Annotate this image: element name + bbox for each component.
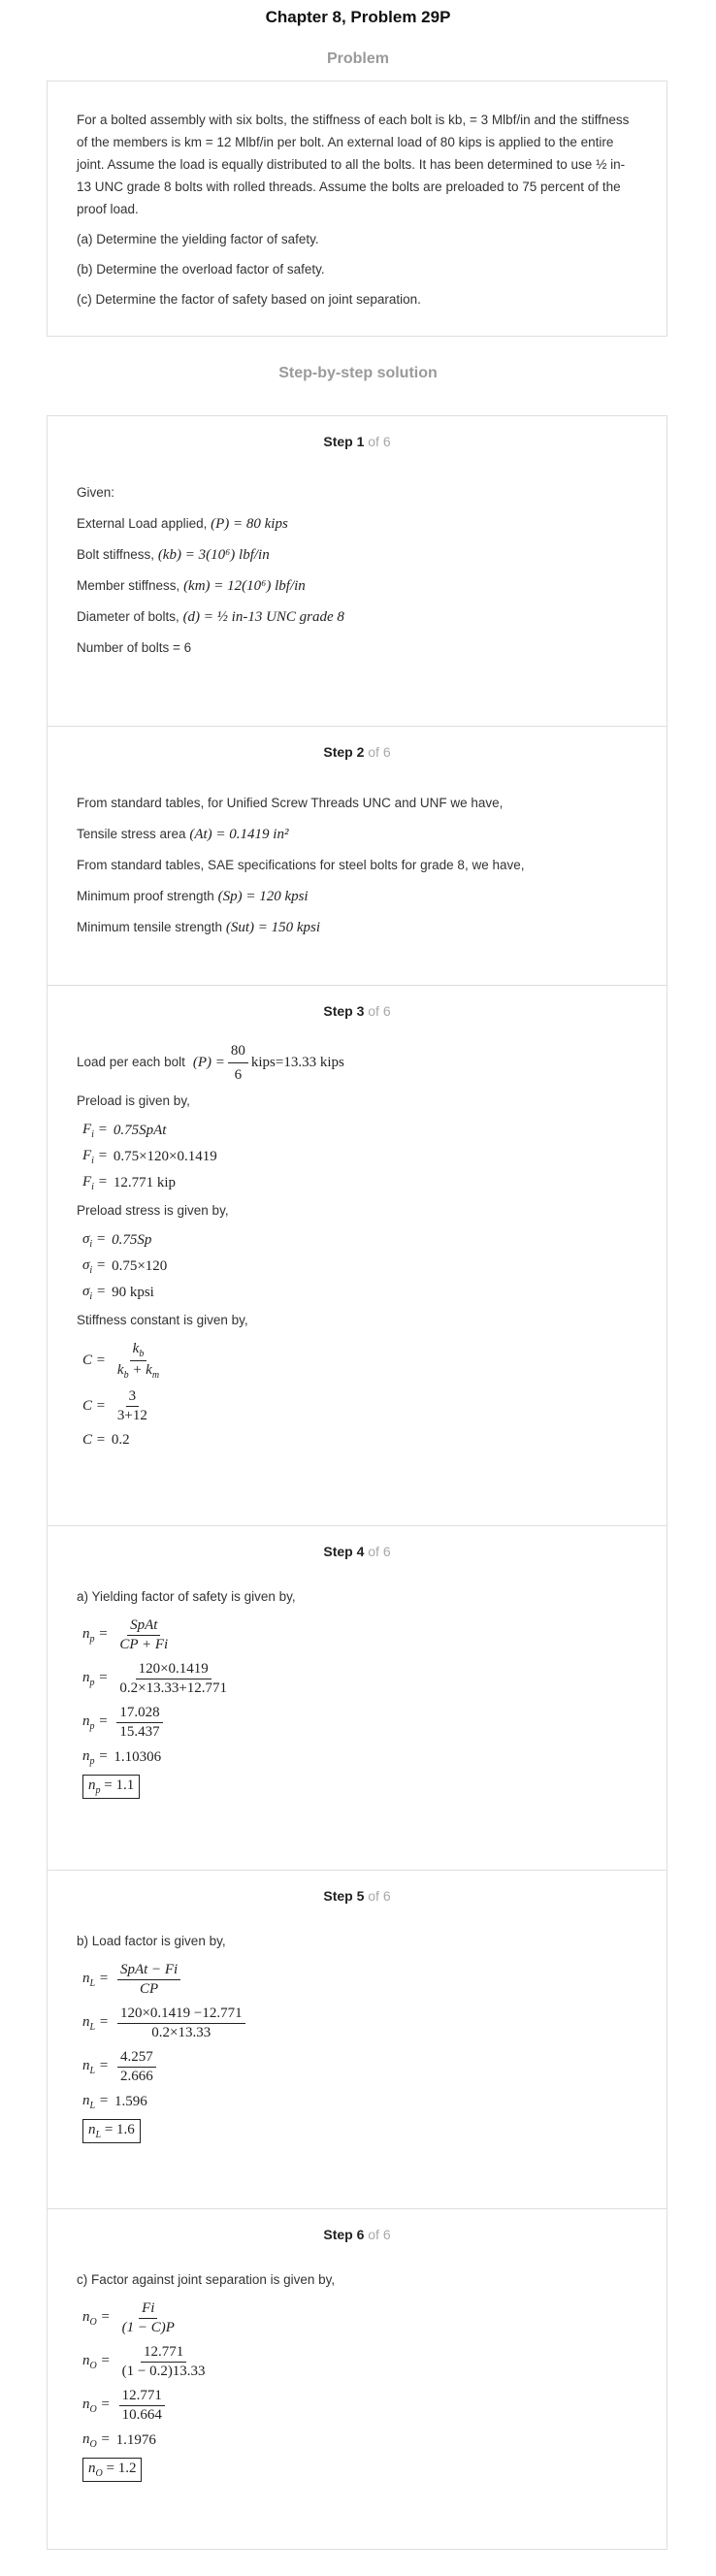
yield-answer: $n_p = 1.1$ [82,1775,637,1799]
external-load: External Load applied, (P) = 80 kips [77,516,288,532]
tensile-strength: Minimum tensile strength (Sut) = 150 kpsi [77,920,321,935]
step-5 [47,1870,667,2208]
step-6-header: Step 6 of 6 [323,2227,391,2242]
tensile-stress-area: Tensile stress area (At) = 0.1419 in² [77,827,289,842]
preload-stress-label: Preload stress is given by, [77,1203,229,1218]
page-title: Chapter 8, Problem 29P [265,8,451,26]
separation-answer: $n_O = 1.2$ [82,2458,637,2482]
step-1-header: Step 1 of 6 [323,434,391,449]
bolt-diameter-value: (d) = ½ in-13 UNC grade 8 [182,609,344,625]
step-6 [47,2208,667,2550]
load-factor-eq-2: $n_L$ = $\frac{120\times 0.1419 -12.771}{0.2\times 13.33}$ [82,2005,637,2041]
preload-eq-1: $F_i$ = 0.75SpAt [82,1122,167,1140]
member-stiffness-value: (km) = 12(10⁶) lbf/in [183,578,306,594]
tensile-stress-area-value: (At) = 0.1419 in² [189,827,289,842]
yield-factor-label: a) Yielding factor of safety is given by, [77,1589,296,1604]
sae-tables-note: From standard tables, SAE specifications for steel bolts for grade 8, we have, [77,858,525,872]
yield-eq-2: $n_p$ = $\frac{120\times 0.1419}{0.2\times 13.33+12.771}$ [82,1661,228,1696]
problem-box [47,81,667,337]
separation-eq-1: $n_O$ = $\frac{Fi}{(1 - C)P}$ [82,2300,175,2335]
preload-label: Preload is given by, [77,1093,190,1108]
stiffness-eq-1: C = $\frac{k_b}{k_b + k_m}$ [82,1341,160,1381]
problem-heading: Problem [326,50,389,67]
separation-eq-2: $n_O$ = $\frac{12.771}{(1 - 0.2)13.33}$ [82,2344,206,2379]
step-3 [47,985,667,1525]
member-stiffness: Member stiffness, (km) = 12(10⁶) lbf/in [77,578,306,594]
unc-tables-note: From standard tables, for Unified Screw Threads UNC and UNF we have, [77,796,504,810]
proof-strength-value: (Sp) = 120 kpsi [217,889,309,904]
number-of-bolts: Number of bolts = 6 [77,640,192,655]
load-factor-eq-1: $n_L$ = $\frac{\text{SpAt − Fi}}{CP}$ [82,1962,637,1998]
bolt-stiffness: Bolt stiffness, (kb) = 3(10⁶) lbf/in [77,547,270,563]
yield-eq-3: $n_p$ = $\frac{17.028}{15.437}$ [82,1705,637,1741]
step-2 [47,726,667,985]
stress-eq-3: $\sigma_i$ = 90 kpsi [82,1284,154,1302]
problem-statement: For a bolted assembly with six bolts, the stiffness of each bolt is kb, = 3 Mlbf/in and the stiffness of the members is km = 12 Mlbf/in per bolt. An external load of 80 kips is applied to the entire joint. Assume the load is equally distributed to all the bolts. It has been determined to use ½ in-13 UNC grade 8 bolts with rolled threads. Assume the bolts are preloaded to 75 percent of the proof load. [77,113,630,216]
load-factor-label: b) Load factor is given by, [77,1934,226,1948]
separation-eq-3: $n_O$ = $\frac{12.771}{10.664}$ [82,2388,637,2424]
stiffness-eq-3: C = 0.2 [82,1432,130,1448]
separation-factor-label: c) Factor against joint separation is given by, [77,2272,336,2287]
solution-heading: Step-by-step solution [278,365,438,381]
step-4-header: Step 4 of 6 [323,1544,391,1559]
step-5-header: Step 5 of 6 [323,1888,391,1904]
preload-eq-2: $F_i$ = 0.75×120×0.1419 [82,1148,217,1166]
problem-part-c: (c) Determine the factor of safety based on joint separation. [77,292,421,307]
tensile-strength-value: (Sut) = 150 kpsi [225,920,321,935]
yield-eq-1: $n_p$ = $\frac{\text{SpAt}}{CP + Fi}$ [82,1617,169,1652]
separation-eq-4: $n_O$ = 1.1976 [82,2431,156,2450]
load-factor-eq-3: $n_L$ = $\frac{4.257}{2.666}$ [82,2049,637,2085]
step-2-header: Step 2 of 6 [323,744,391,760]
stiffness-constant-label: Stiffness constant is given by, [77,1313,248,1327]
preload-eq-3: $F_i$ = 12.771 kip [82,1174,176,1192]
bolt-diameter: Diameter of bolts, (d) = ½ in-13 UNC grade 8 [77,609,344,625]
step-4 [47,1525,667,1870]
stiffness-eq-2: C = $\frac{3}{3+12}$ [82,1388,147,1423]
problem-part-a: (a) Determine the yielding factor of safety. [77,232,319,246]
stress-eq-1: $\sigma_i$ = 0.75Sp [82,1231,152,1250]
bolt-stiffness-value: (kb) = 3(10⁶) lbf/in [157,547,270,563]
step-1 [47,415,667,726]
problem-part-b: (b) Determine the overload factor of safety. [77,262,325,277]
load-factor-eq-4: $n_L$ = 1.596 [82,2093,147,2111]
yield-eq-4: $n_p$ = 1.10306 [82,1748,162,1767]
load-factor-answer: $n_L = 1.6$ [82,2119,637,2143]
load-per-bolt: Load per each bolt (P) = $\frac{80}{6}$ kips=13.33 kips [77,1044,637,1081]
step-3-header: Step 3 of 6 [323,1003,391,1019]
proof-strength: Minimum proof strength (Sp) = 120 kpsi [77,889,309,904]
external-load-value: (P) = 80 kips [211,516,288,532]
given-label: Given: [77,485,115,500]
stress-eq-2: $\sigma_i$ = 0.75×120 [82,1257,168,1276]
